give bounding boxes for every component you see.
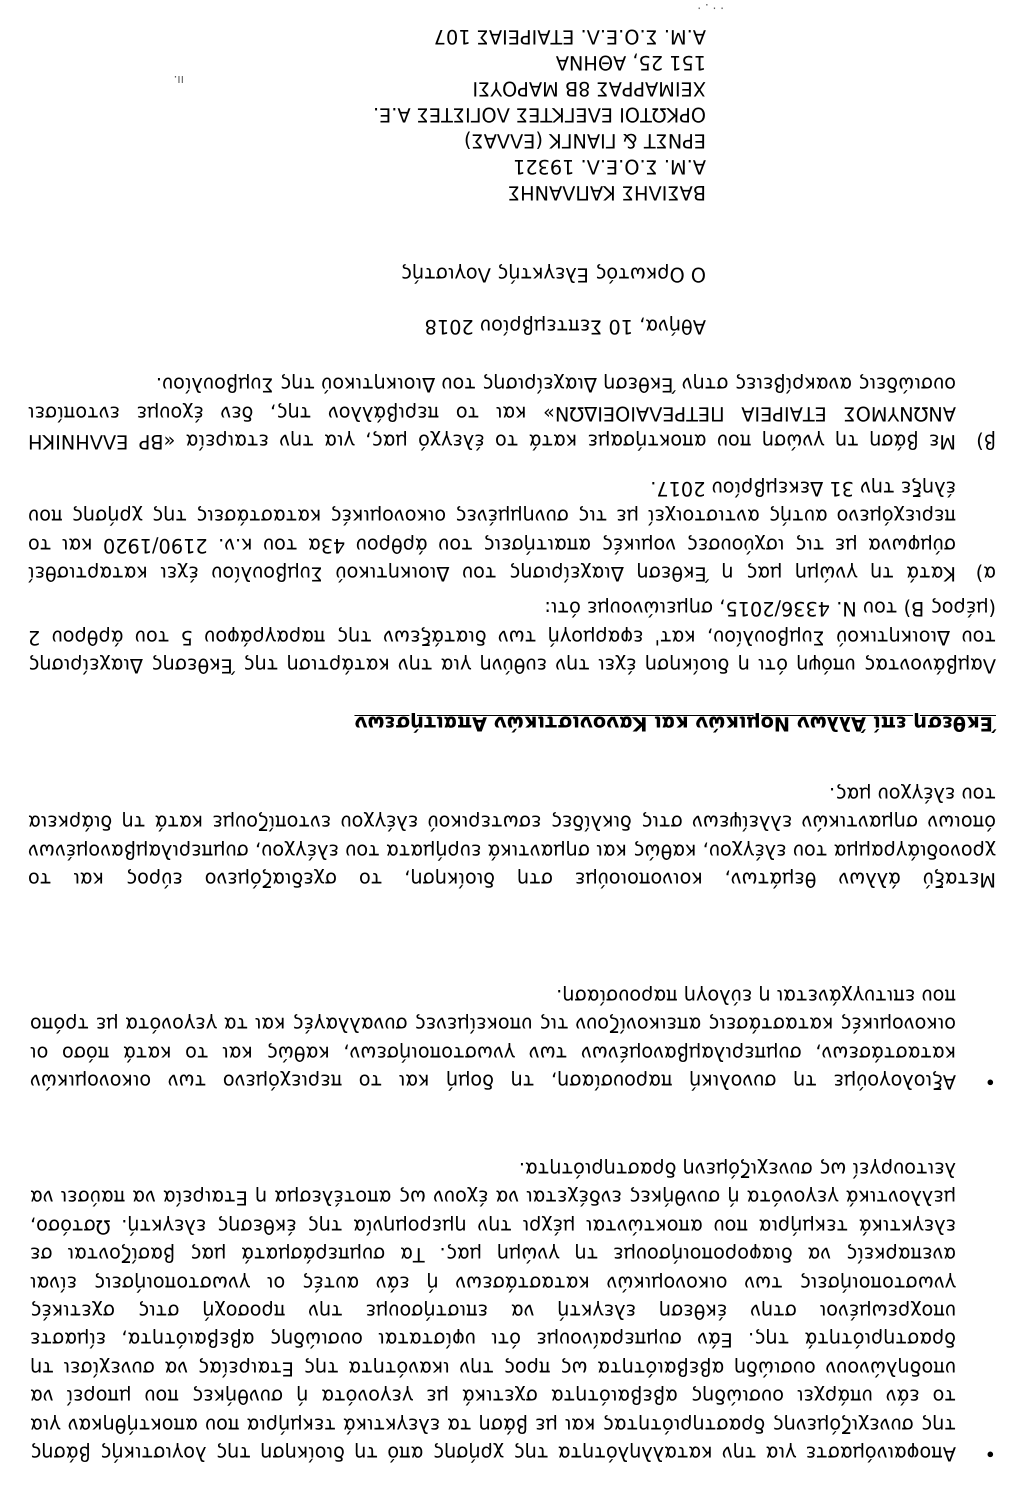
place-date: Αθήνα, 10 Σεπτεμβρίου 2018	[424, 315, 706, 338]
list-marker: β)	[976, 430, 996, 453]
scan-speckle: ıı.	[173, 73, 184, 87]
paragraph-communication: Μεταξύ άλλων θεμάτων, κοινοποιούμε στη διοίκηση, το σχεδιαζόμενο εύρος και το χρονοδιάγραμμα του ελέγχου, καθώς και σημαντικά ευρήματα του ελέγχου, συμπεριλαμβανομένων όποιων σημαντικών ελλείψεων στις δικλίδες εσωτερικού ελέγχου εντοπίζουμε κατά τη διάρκεια του ελέγχου μας.	[28, 782, 996, 891]
firm-description: ΟΡΚΩΤΟΙ ΕΛΕΓΚΤΕΣ ΛΟΓΙΣΤΕΣ Α.Ε.	[372, 103, 706, 126]
paragraph-responsibility: Λαμβάνοντας υπόψη ότι η διοίκηση έχει την ευθύνη για την κατάρτιση της Έκθεσης Διαχείρισης του Διοικητικού Συμβουλίου, κατ' εφαρμογή των διατάξεων της παραγράφου 5 του άρθρου 2 (μέρος Β) του Ν. 4336/2015, σημειώνουμε ότι:	[28, 597, 996, 677]
scan-speckle: · · . ·	[697, 1, 724, 15]
section-heading: Έκθεση επί Άλλων Νομικών και Κανονιστικών Απαιτήσεων	[354, 712, 996, 735]
list-marker: α)	[975, 562, 996, 585]
bullet-text: Αξιολογούμε τη συνολική παρουσίαση, τη δομή και το περιεχόμενο των οικονομικών καταστάσεων, συμπεριλαμβανομένων των γνωστοποιήσεων, καθώς και το κατά πόσο οι οικονομικές καταστάσεις απεικονίζουν τις υποκείμενες συναλλαγές και τα γεγονότα με τρόπο που επιτυγχάνεται η εύλογη παρουσίαση.	[30, 984, 956, 1093]
firm-name: ΕΡΝΣΤ & ΓΙΑΝΓΚ (ΕΛΛΑΣ)	[463, 129, 706, 152]
bullet-icon: •	[984, 1070, 996, 1093]
bullet-icon: •	[984, 1442, 996, 1465]
auditor-registration: Α.Μ. Σ.Ο.Ε.Λ. 19321	[513, 155, 706, 178]
list-item-text: Κατά τη γνώμη μας η Έκθεση Διαχείρισης του Διοικητικού Συμβουλίου έχει καταρτισθεί σύμφωνα με τις ισχύουσες νομικές απαιτήσεις του άρθρου 43α του κ.ν. 2190/1920 και το περιεχόμενο αυτής αντιστοιχεί με τις συνημμένες οικονομικές καταστάσεις της χρήσης που έληξε την 31 Δεκεμβρίου 2017.	[28, 476, 956, 585]
firm-address: ΧΕΙΜΑΡΡΑΣ 8Β ΜΑΡΟΥΣΙ	[472, 77, 706, 100]
list-item-text: Με βάση τη γνώση που αποκτήσαμε κατά το έλεγχό μας, για την εταιρεία «ΒΡ ΕΛΛΗΝΙΚΗ ΑΝΩΝΥΜΟΣ ΕΤΑΙΡΕΙΑ ΠΕΤΡΕΛΑΙΟΕΙΔΩΝ» και το περιβάλλον της, δεν έχουμε εντοπίσει ουσιώδεις ανακρίβειες στην Έκθεση Διαχείρισης του Διοικητικού της Συμβουλίου.	[28, 373, 956, 453]
auditor-role: Ο Ορκωτός Ελεγκτής Λογιστής	[400, 263, 706, 286]
firm-city: 151 25, ΑΘΗΝΑ	[555, 51, 706, 74]
auditor-name: ΒΑΣΙΛΗΣ ΚΑΠΛΑΝΗΣ	[507, 181, 706, 204]
bullet-text: Αποφαινόμαστε για την καταλληλότητα της χρήσης από τη διοίκηση της λογιστικής βάσης της συνεχιζόμενης δραστηριότητας και με βάση τα ελεγκτικά τεκμήρια που αποκτήθηκαν για το εάν υπάρχει ουσιώδης αβεβαιότητα σχετικά με γεγονότα ή συνθήκες που μπορεί να υποδηλώνουν ουσιώδη αβεβαιότητα ως προς την ικανότητα της Εταιρείας να συνεχίσει τη δραστηριότητά της. Εάν συμπεραίνουμε ότι υφίσταται ουσιώδης αβεβαιότητα, είμαστε υποχρεωμένοι στην έκθεση ελεγκτή να επιστήσουμε την προσοχή στις σχετικές γνωστοποιήσεις των οικονομικών καταστάσεων ή εάν αυτές οι γνωστοποιήσεις είναι ανεπαρκείς να διαφοροποιήσουμε τη γνώμη μας. Τα συμπεράσματά μας βασίζονται σε ελεγκτικά τεκμήρια που αποκτώνται μέχρι την ημερομηνία της έκθεσης ελεγκτή. Ωστόσο, μελλοντικά γεγονότα ή συνθήκες ενδέχεται να έχουν ως αποτέλεσμα η Εταιρεία να παύσει να λειτουργεί ως συνεχιζόμενη δραστηριότητα.	[30, 1157, 956, 1465]
firm-registration: Α.Μ. Σ.Ο.Ε.Λ. ΕΤΑΙΡΕΙΑΣ 107	[433, 25, 706, 48]
